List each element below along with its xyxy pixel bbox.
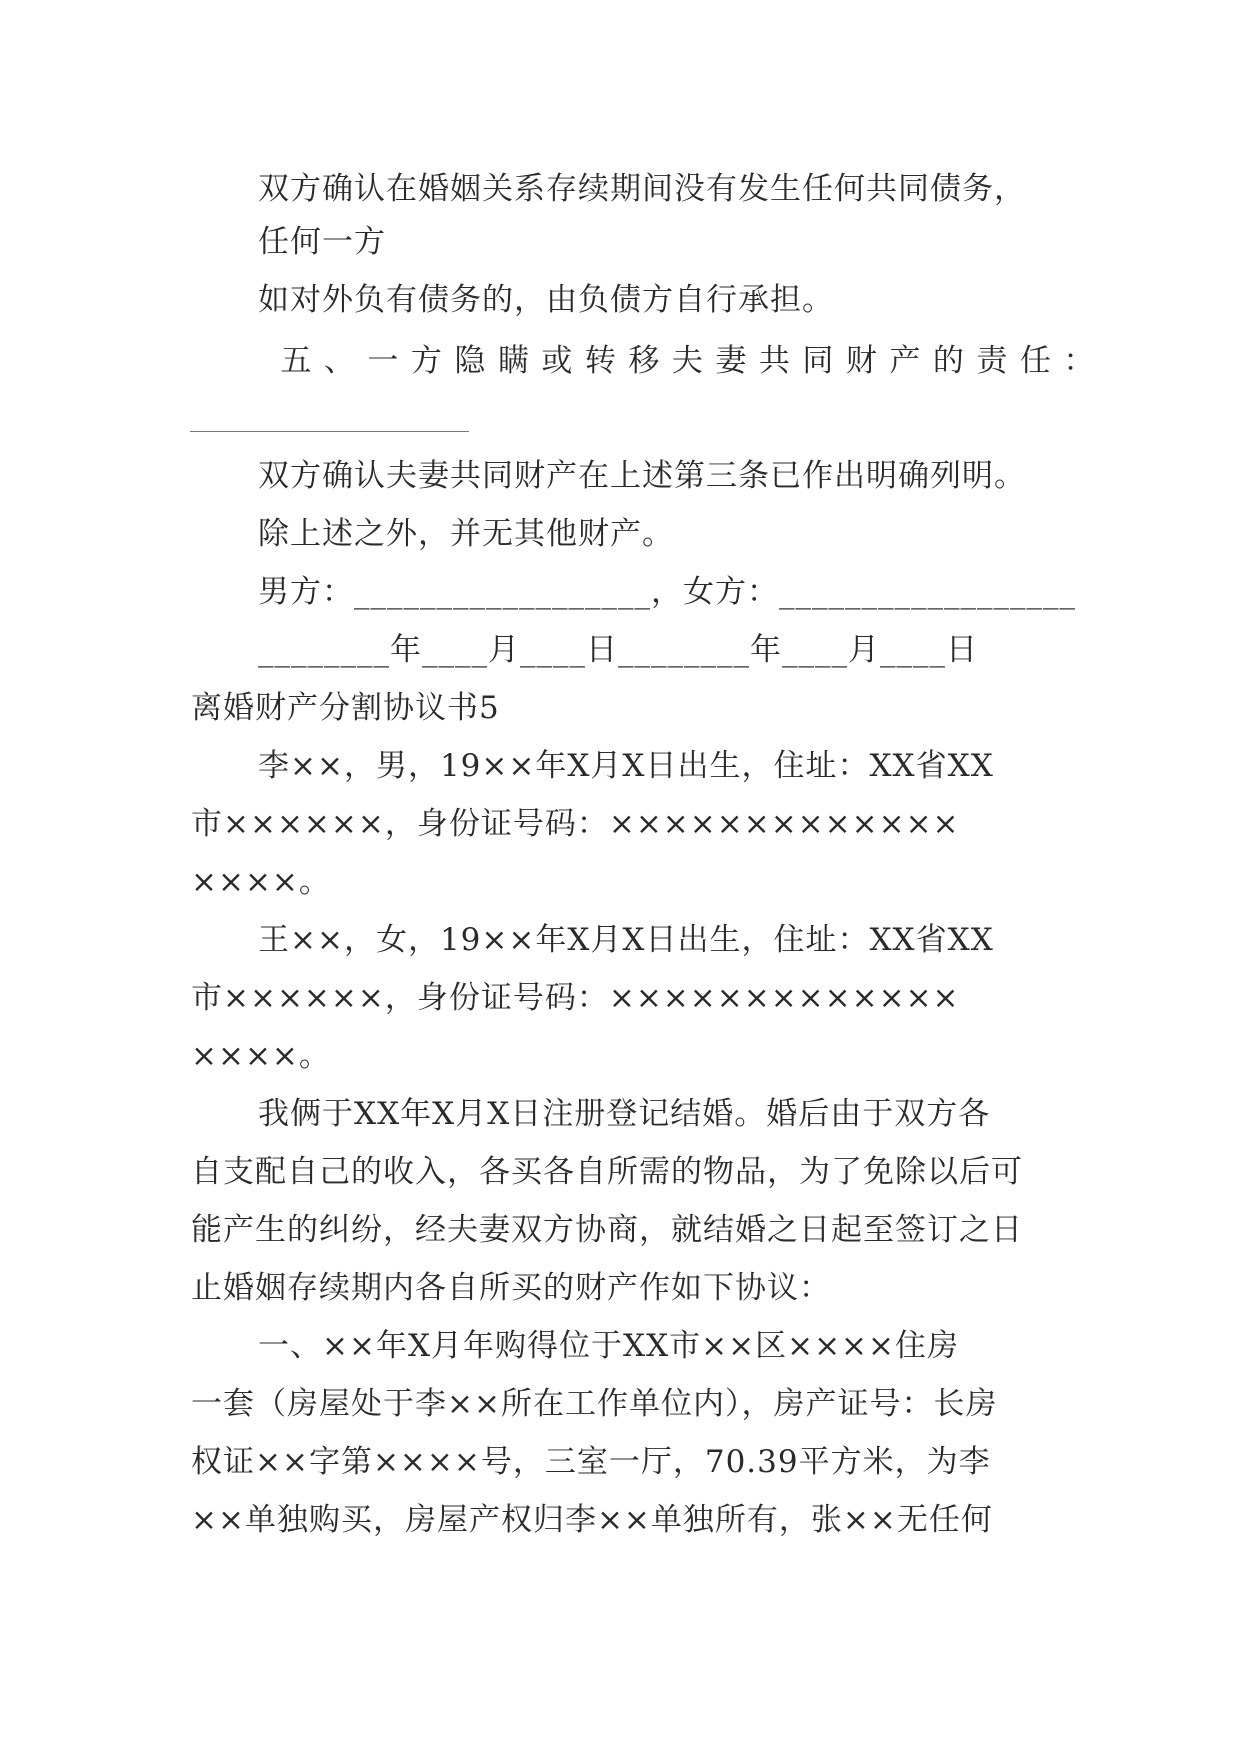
- text-line-14: 市××××××，身份证号码：×××××××××××××: [191, 980, 960, 1016]
- signature-line: 男方：__________________，女方：__________________: [258, 574, 1076, 610]
- text-line-23: ××单独购买，房屋产权归李××单独所有，张××无任何: [191, 1502, 993, 1538]
- text-line-17: 自支配自己的收入，各买各自所需的物品，为了免除以后可: [191, 1154, 1023, 1190]
- text-line-10: 李××，男，19××年X月X日出生，住址：XX省XX: [258, 748, 994, 784]
- text-line-13: 王××，女，19××年X月X日出生，住址：XX省XX: [258, 922, 994, 958]
- text-line-12: ××××。: [191, 864, 331, 900]
- blank-underline: [190, 431, 469, 432]
- section-heading-five: 五、一方隐瞒或转移夫妻共同财产的责任：: [258, 343, 1107, 379]
- text-line-18: 能产生的纠纷，经夫妻双方协商，就结婚之日起至签订之日: [191, 1212, 1023, 1248]
- text-line-1: 双方确认在婚姻关系存续期间没有发生任何共同债务，: [258, 171, 1026, 207]
- text-line-21: 一套（房屋处于李××所在工作单位内），房产证号：长房: [191, 1386, 998, 1422]
- text-line-6: 除上述之外，并无其他财产。: [258, 516, 674, 552]
- text-line-3: 如对外负有债务的，由负债方自行承担。: [258, 282, 834, 318]
- text-line-5: 双方确认夫妻共同财产在上述第三条已作出明确列明。: [258, 458, 1026, 494]
- text-line-22: 权证××字第××××号，三室一厅，70.39平方米，为李: [191, 1444, 991, 1480]
- text-line-11: 市××××××，身份证号码：×××××××××××××: [191, 806, 960, 842]
- text-line-20: 一、××年X月年购得位于XX市××区××××住房: [258, 1328, 960, 1364]
- document-title: 离婚财产分割协议书5: [191, 690, 500, 726]
- text-line-2: 任何一方: [258, 224, 386, 260]
- text-line-16: 我俩于XX年X月X日注册登记结婚。婚后由于双方各: [258, 1096, 991, 1132]
- text-line-19: 止婚姻存续期内各自所买的财产作如下协议：: [191, 1270, 831, 1306]
- date-line: ________年____月____日________年____月____日: [258, 632, 978, 668]
- text-line-15: ××××。: [191, 1038, 331, 1074]
